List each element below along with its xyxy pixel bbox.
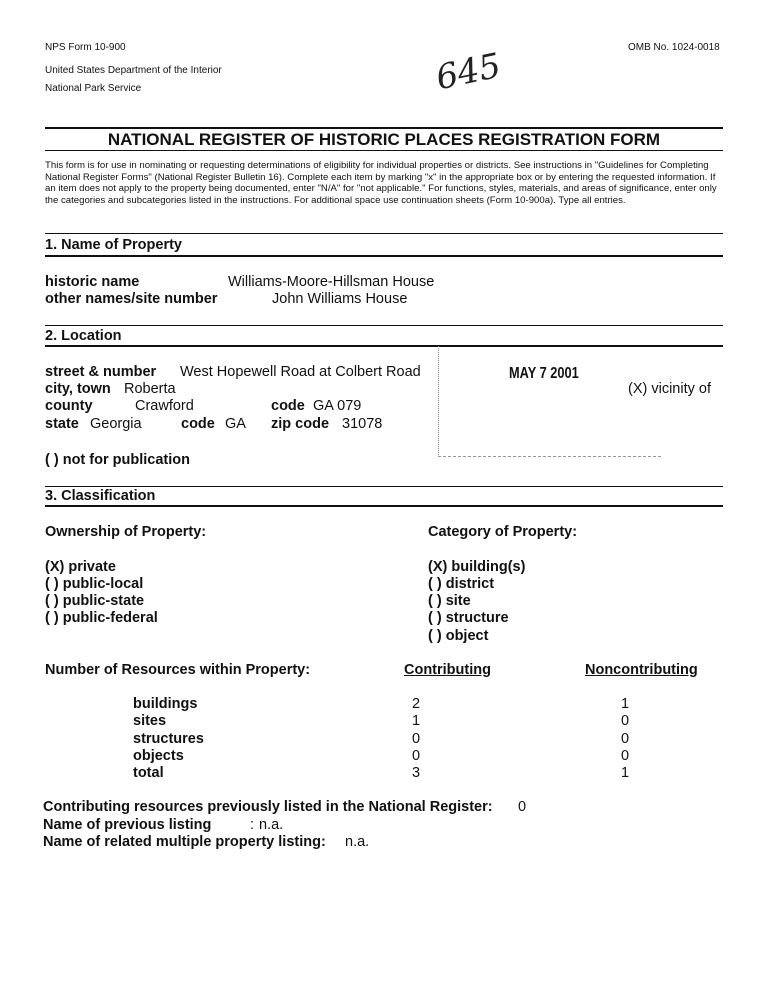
handwritten-note: 645 <box>432 45 505 99</box>
not-for-publication: ( ) not for publication <box>45 452 190 468</box>
historic-name-label: historic name <box>45 274 140 290</box>
resource-label: objects <box>133 748 184 764</box>
category-option: ( ) district <box>428 576 495 592</box>
state-value: Georgia <box>90 416 142 432</box>
vicinity-checkbox: (X) vicinity of <box>628 381 711 397</box>
county-value: Crawford <box>135 398 194 414</box>
street-value: West Hopewell Road at Colbert Road <box>180 364 421 380</box>
state-code-value: GA <box>225 416 246 432</box>
city-label: city, town <box>45 381 111 397</box>
ownership-option: (X) private <box>45 559 116 575</box>
ownership-label: Ownership of Property: <box>45 524 207 540</box>
other-names-value: John Williams House <box>272 291 408 307</box>
divider <box>45 127 723 129</box>
zip-value: 31078 <box>342 416 383 432</box>
previous-listing-label: Name of previous listing <box>43 817 212 833</box>
contributing-count: 1 <box>412 713 421 729</box>
related-listing-label: Name of related multiple property listing: <box>43 834 326 850</box>
noncontributing-header: Noncontributing <box>585 662 698 678</box>
stamp-date: MAY 7 2001 <box>509 365 579 382</box>
zip-label: zip code <box>271 416 330 432</box>
street-label: street & number <box>45 364 157 380</box>
contributing-count: 2 <box>412 696 421 712</box>
resource-label: structures <box>133 731 204 747</box>
ownership-option: ( ) public-state <box>45 593 145 609</box>
divider <box>45 150 723 151</box>
county-label: county <box>45 398 93 414</box>
contributing-count: 0 <box>412 731 421 747</box>
divider <box>45 505 723 507</box>
ownership-option: ( ) public-federal <box>45 610 158 626</box>
resource-label: buildings <box>133 696 198 712</box>
divider <box>45 325 723 326</box>
noncontributing-count: 0 <box>621 713 630 729</box>
contributing-count: 0 <box>412 748 421 764</box>
divider <box>45 486 723 487</box>
historic-name-value: Williams-Moore-Hillsman House <box>228 274 435 290</box>
state-code-label: code <box>181 416 215 432</box>
previous-listing-value: n.a. <box>259 817 284 833</box>
section-heading-location: 2. Location <box>45 328 122 344</box>
noncontributing-count: 1 <box>621 765 630 781</box>
form-title: NATIONAL REGISTER OF HISTORIC PLACES REGISTRATION FORM <box>107 130 661 149</box>
category-option: (X) building(s) <box>428 559 526 575</box>
resource-label: total <box>133 765 164 781</box>
section-heading-name: 1. Name of Property <box>45 237 182 253</box>
instructions-paragraph: This form is for use in nominating or requesting determinations of eligibility for individual properties or districts. See instructions in "Guidelines for Completing National Register Forms" (National Register Bulletin 16). Complete each item by marking "x" in the appropriate box or by entering the requested information. If an item does not apply to the property being documented, enter "N/A" for "not applicable." For functions, styles, materials, and areas of significance, enter only the categories and subcategories listed in the instructions. For additional space use continuation sheets (Form 10-900a). Type all entries. <box>45 160 717 206</box>
previous-listing-colon: : <box>250 817 255 833</box>
related-listing-value: n.a. <box>345 834 370 850</box>
other-names-label: other names/site number <box>45 291 218 307</box>
noncontributing-count: 0 <box>621 731 630 747</box>
omb-number: OMB No. 1024-0018 <box>628 42 720 53</box>
contributing-header: Contributing <box>404 662 491 678</box>
previously-listed-label: Contributing resources previously listed in the National Register: <box>43 799 493 815</box>
county-code-label: code <box>271 398 305 414</box>
divider <box>45 233 723 234</box>
ownership-option: ( ) public-local <box>45 576 144 592</box>
section-heading-classification: 3. Classification <box>45 488 156 504</box>
city-value: Roberta <box>124 381 176 397</box>
agency: National Park Service <box>45 83 142 94</box>
county-code-value: GA 079 <box>313 398 362 414</box>
divider <box>45 255 723 257</box>
noncontributing-count: 0 <box>621 748 630 764</box>
category-option: ( ) structure <box>428 610 509 626</box>
department: United States Department of the Interior <box>45 65 222 76</box>
previously-listed-value: 0 <box>518 799 527 815</box>
state-label: state <box>45 416 79 432</box>
category-option: ( ) object <box>428 628 489 644</box>
noncontributing-count: 1 <box>621 696 630 712</box>
category-option: ( ) site <box>428 593 471 609</box>
form-number: NPS Form 10-900 <box>45 42 126 53</box>
received-stamp <box>438 346 661 457</box>
resources-label: Number of Resources within Property: <box>45 662 311 678</box>
category-label: Category of Property: <box>428 524 578 540</box>
resource-label: sites <box>133 713 167 729</box>
contributing-count: 3 <box>412 765 421 781</box>
